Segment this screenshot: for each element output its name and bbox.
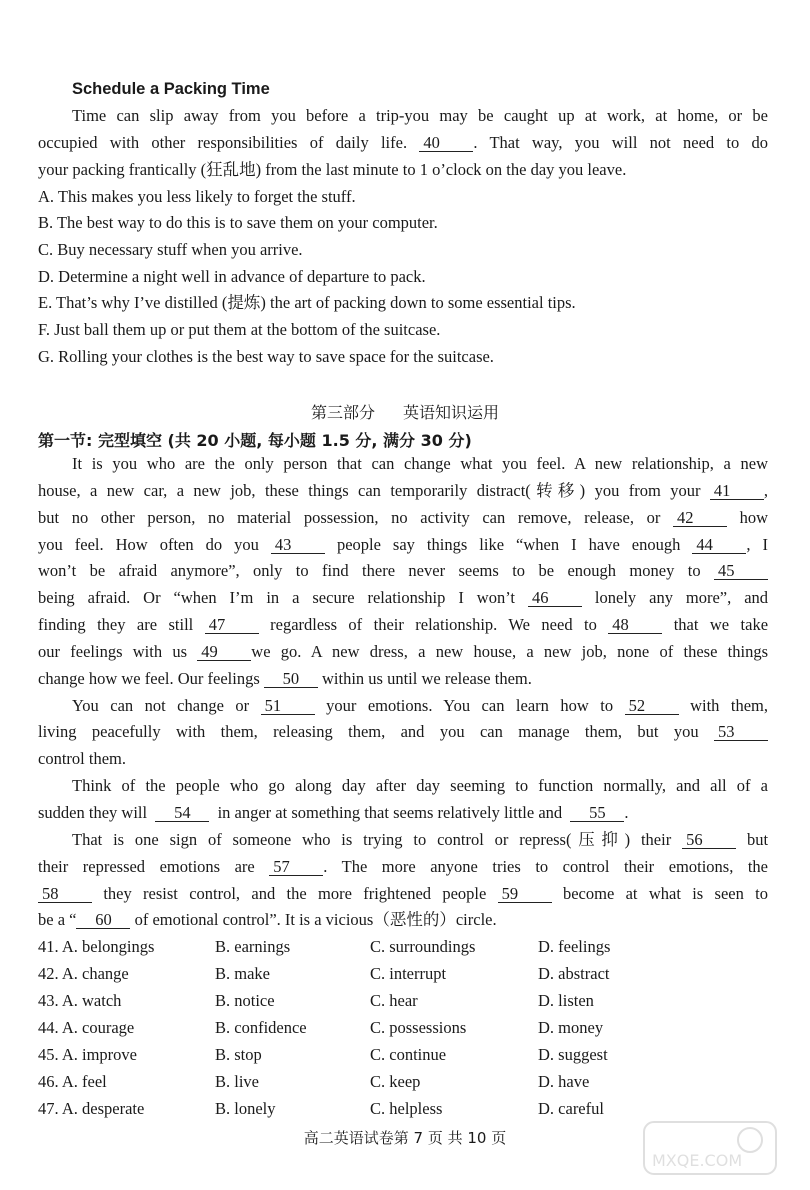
- text: , I: [746, 535, 769, 554]
- blank-53[interactable]: 53: [714, 723, 768, 741]
- blank-59[interactable]: 59: [498, 885, 552, 903]
- choice-a[interactable]: 43. A. watch: [38, 991, 122, 1010]
- page-footer: 高二英语试卷第 7 页 共 10 页: [303, 1129, 507, 1147]
- cloze-line: [38, 910, 768, 930]
- text: your emotions. You can learn how to: [326, 696, 614, 715]
- choice-c[interactable]: C. hear: [370, 991, 418, 1010]
- text: that we take: [673, 615, 769, 634]
- text: sudden they will: [38, 803, 148, 822]
- blank-57[interactable]: 57: [269, 858, 323, 876]
- text: within us until we release them.: [322, 669, 532, 688]
- question-42: [38, 964, 738, 986]
- cloze-line: [38, 588, 768, 608]
- question-44: [38, 1018, 738, 1040]
- blank-55[interactable]: 55: [570, 804, 624, 822]
- passage-line: [38, 160, 768, 180]
- choice-d[interactable]: D. listen: [538, 991, 594, 1010]
- text: in anger at something that seems relatively little and: [217, 803, 563, 822]
- blank-54[interactable]: 54: [155, 804, 209, 822]
- choice-a[interactable]: 46. A. feel: [38, 1072, 107, 1091]
- watermark-logo: [640, 1118, 780, 1178]
- text: with them,: [690, 696, 769, 715]
- text: won’t be afraid anymore”, only to find there never seems to be enough money to: [38, 561, 701, 580]
- choice-d[interactable]: D. have: [538, 1072, 590, 1091]
- part-name: 英语知识运用: [403, 403, 500, 422]
- choice-c[interactable]: C. surroundings: [370, 937, 476, 956]
- question-47: [38, 1099, 738, 1121]
- blank-50[interactable]: 50: [264, 670, 318, 688]
- cloze-line: [38, 722, 768, 742]
- text: It is you who are the only person that can change what you feel. A new relationship, a new: [72, 454, 768, 473]
- text: That is one sign of someone who is trying to control or repress(压抑) their: [72, 830, 672, 849]
- choice-b[interactable]: B. notice: [215, 991, 275, 1010]
- choice-a[interactable]: 47. A. desperate: [38, 1099, 145, 1118]
- text: we go. A new dress, a new house, a new job, none of these things: [251, 642, 769, 661]
- text: how: [739, 508, 769, 527]
- cloze-line: [38, 884, 768, 904]
- question-43: [38, 991, 738, 1013]
- blank-42[interactable]: 42: [673, 509, 727, 527]
- blank-52[interactable]: 52: [625, 697, 679, 715]
- section-heading: [0, 400, 810, 423]
- text: but: [746, 830, 769, 849]
- choice-b[interactable]: B. make: [215, 964, 270, 983]
- cloze-line: [72, 696, 768, 716]
- blank-43[interactable]: 43: [271, 536, 325, 554]
- cloze-line: [38, 642, 768, 662]
- option-c: C. Buy necessary stuff when you arrive.: [38, 240, 303, 259]
- cloze-line: [72, 454, 768, 474]
- choice-c[interactable]: C. interrupt: [370, 964, 447, 983]
- text: house, a new car, a new job, these things can temporarily distract(转移) you from your: [38, 481, 701, 500]
- cloze-line: [38, 803, 768, 823]
- choice-d[interactable]: D. suggest: [538, 1045, 608, 1064]
- question-46: [38, 1072, 738, 1094]
- passage-line: [38, 133, 768, 153]
- choice-d[interactable]: D. abstract: [538, 964, 610, 983]
- text: ,: [763, 481, 769, 500]
- cloze-line: [38, 669, 768, 689]
- text: regardless of their relationship. We need to: [270, 615, 597, 634]
- blank-56[interactable]: 56: [682, 831, 736, 849]
- text: .: [624, 803, 629, 822]
- text: Time can slip away from you before a trip-you may be caught up at work, at home, or be: [72, 106, 768, 125]
- choice-c[interactable]: C. possessions: [370, 1018, 467, 1037]
- option-a: A. This makes you less likely to forget the stuff.: [38, 187, 356, 206]
- text: people say things like “when I have enough: [336, 535, 681, 554]
- cloze-line: [72, 776, 768, 796]
- blank-46[interactable]: 46: [528, 589, 582, 607]
- blank-49[interactable]: 49: [197, 643, 251, 661]
- blank-40[interactable]: 40: [419, 134, 473, 152]
- cloze-line: [38, 615, 768, 635]
- blank-41[interactable]: 41: [710, 482, 764, 500]
- part-number: 第三部分: [310, 403, 375, 422]
- cloze-line: [38, 561, 768, 581]
- cloze-line: [38, 857, 768, 877]
- text: your packing frantically (狂乱地) from the last minute to 1 o’clock on the day you leave.: [38, 160, 627, 179]
- choice-b[interactable]: B. lonely: [215, 1099, 276, 1118]
- choice-c[interactable]: C. keep: [370, 1072, 421, 1091]
- choice-b[interactable]: B. stop: [215, 1045, 262, 1064]
- text: occupied with other responsibilities of daily life.: [38, 133, 408, 152]
- text: lonely any more”, and: [594, 588, 769, 607]
- text: . That way, you will not need to do: [473, 133, 768, 152]
- choice-a[interactable]: 42. A. change: [38, 964, 129, 983]
- text: Think of the people who go along day after day seeming to function normally, and all of a: [72, 776, 768, 795]
- text: but no other person, no material possession, no activity can remove, release, or: [38, 508, 661, 527]
- passage-title: Schedule a Packing Time: [72, 80, 270, 98]
- choice-d[interactable]: D. money: [538, 1018, 604, 1037]
- option-f: F. Just ball them up or put them at the bottom of the suitcase.: [38, 320, 441, 339]
- cloze-line: [38, 749, 768, 769]
- text: being afraid. Or “when I’m in a secure relationship I won’t: [38, 588, 515, 607]
- text: change how we feel. Our feelings: [38, 669, 260, 688]
- blank-48[interactable]: 48: [608, 616, 662, 634]
- question-45: [38, 1045, 738, 1067]
- passage-line: [72, 106, 768, 126]
- text: our feelings with us: [38, 642, 188, 661]
- choice-a[interactable]: 44. A. courage: [38, 1018, 135, 1037]
- choice-b[interactable]: B. earnings: [215, 937, 291, 956]
- cloze-line: [38, 481, 768, 501]
- text: finding they are still: [38, 615, 194, 634]
- text: be a “: [38, 910, 77, 929]
- blank-51[interactable]: 51: [261, 697, 315, 715]
- question-41: [38, 937, 738, 959]
- cloze-line: [38, 535, 768, 555]
- section1-title: 第一节: 完型填空 (共 20 小题, 每小题 1.5 分, 满分 30 分): [38, 431, 472, 450]
- text: their repressed emotions are: [38, 857, 255, 876]
- choice-d[interactable]: D. feelings: [538, 937, 611, 956]
- text: control them.: [38, 749, 126, 768]
- option-b: B. The best way to do this is to save them on your computer.: [38, 213, 438, 232]
- blank-44[interactable]: 44: [692, 536, 746, 554]
- text: become at what is seen to: [562, 884, 769, 903]
- choice-d[interactable]: D. careful: [538, 1099, 604, 1118]
- option-g: G. Rolling your clothes is the best way to save space for the suitcase.: [38, 347, 494, 366]
- choice-c[interactable]: C. continue: [370, 1045, 447, 1064]
- watermark-text: MXQE.COM: [652, 1151, 743, 1170]
- text: you feel. How often do you: [38, 535, 259, 554]
- choice-b[interactable]: B. live: [215, 1072, 259, 1091]
- choice-c[interactable]: C. helpless: [370, 1099, 443, 1118]
- blank-45[interactable]: 45: [714, 562, 768, 580]
- choice-a[interactable]: 45. A. improve: [38, 1045, 137, 1064]
- text: they resist control, and the more frightened people: [103, 884, 487, 903]
- choice-a[interactable]: 41. A. belongings: [38, 937, 155, 956]
- cloze-line: [38, 508, 768, 528]
- blank-60[interactable]: 60: [76, 911, 130, 929]
- text: of emotional control”. It is a vicious（恶性的）circle.: [134, 910, 497, 929]
- cloze-line: [72, 830, 768, 850]
- blank-47[interactable]: 47: [205, 616, 259, 634]
- blank-58[interactable]: 58: [38, 885, 92, 903]
- text: . The more anyone tries to control their emotions, the: [323, 857, 768, 876]
- option-e: E. That’s why I’ve distilled (提炼) the art of packing down to some essential tips.: [38, 293, 576, 312]
- text: You can not change or: [72, 696, 250, 715]
- option-d: D. Determine a night well in advance of departure to pack.: [38, 267, 426, 286]
- text: living peacefully with them, releasing them, and you can manage them, but you: [38, 722, 699, 741]
- choice-b[interactable]: B. confidence: [215, 1018, 307, 1037]
